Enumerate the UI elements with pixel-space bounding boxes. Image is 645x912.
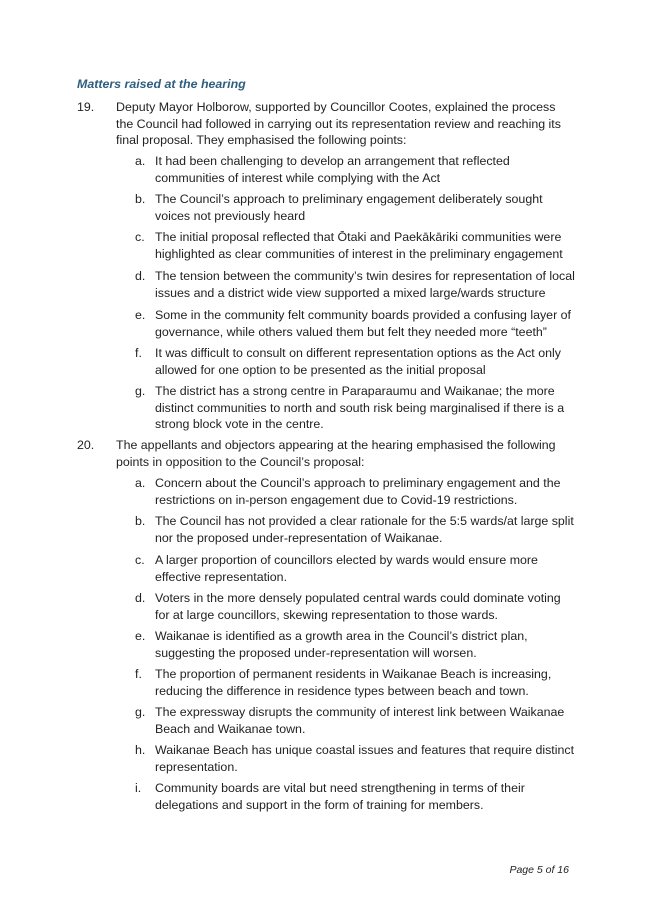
- item-letter: e.: [135, 308, 146, 322]
- item-text: The Council’s approach to preliminary engagement deliberately sought voices not previously heard: [155, 192, 543, 223]
- list-item-20b: [116, 513, 576, 546]
- item-text: Community boards are vital but need strengthening in terms of their delegations and support in the form of training for members.: [155, 781, 525, 812]
- paragraph-number: 19.: [77, 100, 95, 114]
- item-text: Some in the community felt community boards provided a confusing layer of governance, while others valued them but felt they needed more “teeth”: [155, 308, 571, 339]
- list-item-20a: [116, 475, 576, 508]
- item-letter: d.: [135, 269, 146, 283]
- item-letter: f.: [135, 667, 142, 681]
- list-item-20h: [116, 742, 576, 775]
- list-item-19e: [116, 307, 576, 340]
- item-text: The initial proposal reflected that Ōtaki and Paekākāriki communities were highlighted as clear communities of interest in the preliminary engagement: [155, 230, 563, 261]
- item-letter: a.: [135, 476, 146, 490]
- item-letter: i.: [135, 781, 142, 795]
- item-letter: f.: [135, 346, 142, 360]
- item-letter: a.: [135, 154, 146, 168]
- item-letter: b.: [135, 514, 146, 528]
- item-text: The proportion of permanent residents in Waikanae Beach is increasing, reducing the difference in residence types between beach and town.: [155, 667, 552, 698]
- list-item-20i: [116, 780, 576, 813]
- item-text: The Council has not provided a clear rationale for the 5:5 wards/at large split nor the proposed under-representation of Waikanae.: [155, 514, 574, 545]
- item-text: It was difficult to consult on different representation options as the Act only allowed for one option to be presented as the initial proposal: [155, 346, 561, 377]
- list-item-19g: [116, 383, 576, 433]
- list-item-19d: [116, 268, 576, 301]
- list-item-19f: [116, 345, 576, 378]
- item-text: It had been challenging to develop an arrangement that reflected communities of interest while complying with the Act: [155, 154, 510, 185]
- list-item-19a: [116, 153, 576, 186]
- list-item-20c: [116, 552, 576, 585]
- item-letter: b.: [135, 192, 146, 206]
- paragraph-20: [77, 437, 572, 470]
- section-heading: Matters raised at the hearing: [77, 77, 246, 91]
- item-text: Waikanae is identified as a growth area in the Council’s district plan, suggesting the proposed under-representation will worsen.: [155, 629, 528, 660]
- item-letter: c.: [135, 553, 145, 567]
- list-item-20e: [116, 628, 576, 661]
- item-letter: g.: [135, 384, 146, 398]
- paragraph-19: [77, 99, 572, 149]
- page-number: Page 5 of 16: [509, 864, 569, 876]
- item-text: The district has a strong centre in Paraparaumu and Waikanae; the more distinct communities to north and south risk being marginalised if there is a strong block vote in the centre.: [155, 384, 565, 432]
- item-text: Concern about the Council’s approach to preliminary engagement and the restrictions on in-person engagement due to Covid-19 restrictions.: [155, 476, 561, 507]
- item-letter: d.: [135, 591, 146, 605]
- item-letter: c.: [135, 230, 145, 244]
- paragraph-text: The appellants and objectors appearing at the hearing emphasised the following points in opposition to the Council’s proposal:: [116, 438, 556, 469]
- list-item-19c: [116, 229, 576, 262]
- list-item-20d: [116, 590, 576, 623]
- list-item-19b: [116, 191, 576, 224]
- paragraph-text: Deputy Mayor Holborow, supported by Councillor Cootes, explained the process the Council had followed in carrying out its representation review and reaching its final proposal. They emphasised the following points:: [116, 100, 561, 148]
- item-text: Voters in the more densely populated central wards could dominate voting for at large councillors, skewing representation to those wards.: [155, 591, 561, 622]
- item-text: The tension between the community’s twin desires for representation of local issues and a district wide view supported a mixed large/wards structure: [155, 269, 575, 300]
- paragraph-number: 20.: [77, 438, 95, 452]
- item-letter: e.: [135, 629, 146, 643]
- item-text: The expressway disrupts the community of interest link between Waikanae Beach and Waikanae town.: [155, 705, 565, 736]
- item-text: A larger proportion of councillors elected by wards would ensure more effective representation.: [155, 553, 538, 584]
- item-letter: g.: [135, 705, 146, 719]
- list-item-20g: [116, 704, 576, 737]
- item-text: Waikanae Beach has unique coastal issues and features that require distinct representation.: [155, 743, 575, 774]
- item-letter: h.: [135, 743, 146, 757]
- list-item-20f: [116, 666, 576, 699]
